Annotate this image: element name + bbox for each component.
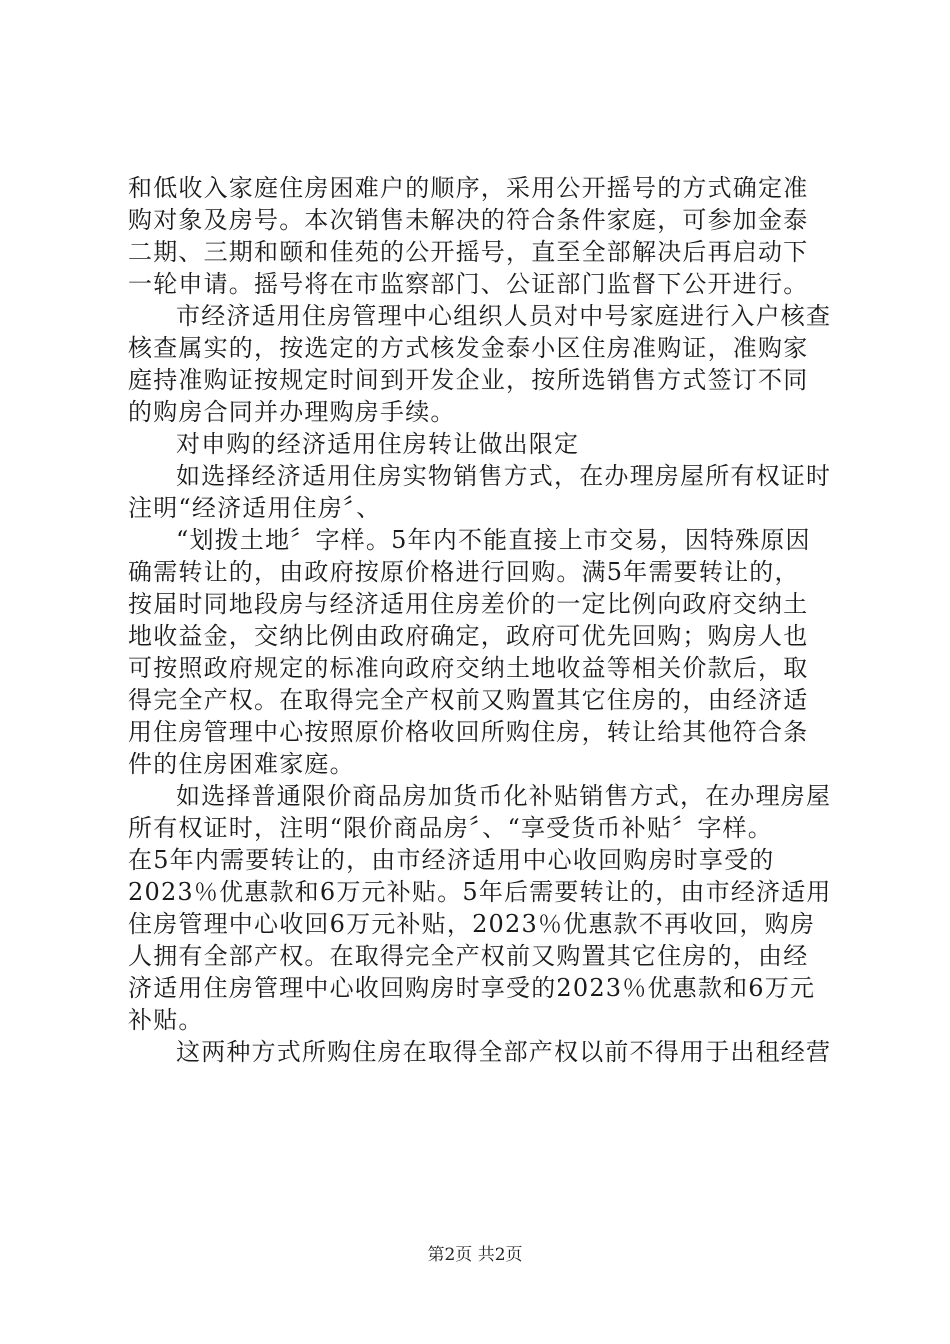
text-line: 二期、三期和颐和佳苑的公开摇号，直至全部解决后再启动下 <box>128 238 809 266</box>
text-line: 市经济适用住房管理中心组织人员对中号家庭进行入户核查 <box>176 302 832 330</box>
text-line: 确需转让的，由政府按原价格进行回购。满5年需要转让的， <box>128 558 800 586</box>
text-line: 如选择经济适用住房实物销售方式，在办理房屋所有权证时 <box>176 462 832 490</box>
text-line: “划拨土地〞字样。5年内不能直接上市交易，因特殊原因 <box>176 526 811 554</box>
text-line: 庭持准购证按规定时间到开发企业，按所选销售方式签订不同 <box>128 366 809 394</box>
text-line: 住房管理中心收回6万元补贴，2023％优惠款不再收回，购房 <box>128 910 816 938</box>
page-footer: 第2页 共2页 <box>427 1245 523 1265</box>
document-body <box>128 172 832 1068</box>
text-line: 用住房管理中心按照原价格收回所购住房，转让给其他符合条 <box>128 718 809 746</box>
text-line: 在5年内需要转让的，由市经济适用中心收回购房时享受的 <box>128 846 775 874</box>
text-line: 件的住房困难家庭。 <box>128 750 355 778</box>
text-line: 可按照政府规定的标准向政府交纳土地收益等相关价款后，取 <box>128 654 809 682</box>
text-line: 的购房合同并办理购房手续。 <box>128 398 456 426</box>
text-line: 注明“经济适用住房〞、 <box>128 494 382 522</box>
text-line: 这两种方式所购住房在取得全部产权以前不得用于出租经营 <box>176 1038 832 1066</box>
text-line: 2023％优惠款和6万元补贴。5年后需要转让的，由市经济适用 <box>128 878 832 906</box>
text-line: 如选择普通限价商品房加货币化补贴销售方式，在办理房屋 <box>176 782 832 810</box>
text-line: 人拥有全部产权。在取得完全产权前又购置其它住房的，由经 <box>128 942 809 970</box>
text-line: 一轮申请。摇号将在市监察部门、公证部门监督下公开进行。 <box>128 270 809 298</box>
text-line: 购对象及房号。本次销售未解决的符合条件家庭，可参加金泰 <box>128 206 809 234</box>
text-line: 和低收入家庭住房困难户的顺序，采用公开摇号的方式确定准 <box>128 174 809 202</box>
text-line: 地收益金，交纳比例由政府确定，政府可优先回购；购房人也 <box>128 622 809 650</box>
text-line: 所有权证时，注明“限价商品房〞、“享受货币补贴〞字样。 <box>128 814 773 842</box>
section-heading: 对申购的经济适用住房转让做出限定 <box>176 430 580 458</box>
text-line: 按届时同地段房与经济适用住房差价的一定比例向政府交纳土 <box>128 590 809 618</box>
text-line: 核查属实的，按选定的方式核发金泰小区住房准购证，准购家 <box>128 334 809 362</box>
text-line: 济适用住房管理中心收回购房时享受的2023％优惠款和6万元 <box>128 974 816 1002</box>
text-line: 得完全产权。在取得完全产权前又购置其它住房的，由经济适 <box>128 686 809 714</box>
text-line: 补贴。 <box>128 1006 204 1034</box>
